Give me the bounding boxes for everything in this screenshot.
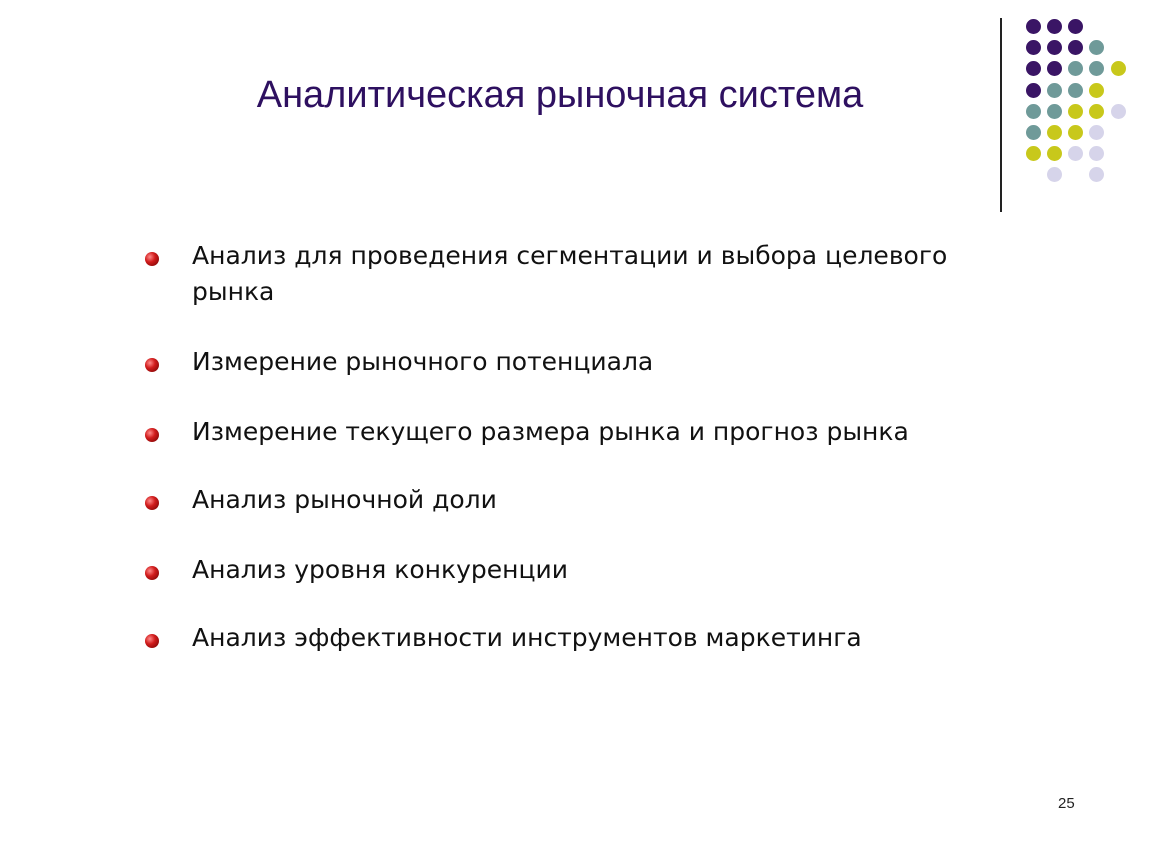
decorative-dot	[1026, 146, 1041, 161]
decorative-dot	[1047, 19, 1062, 34]
decorative-dot	[1026, 40, 1041, 55]
decorative-dot	[1089, 61, 1104, 76]
decorative-dot	[1047, 146, 1062, 161]
decorative-dot	[1047, 104, 1062, 119]
decorative-dot	[1111, 104, 1126, 119]
bullet-text: Измерение текущего размера рынка и прогноз рынка	[192, 417, 909, 446]
bullet-icon	[145, 428, 159, 442]
decorative-dot	[1026, 61, 1041, 76]
decorative-dot	[1047, 167, 1062, 182]
bullet-icon	[145, 634, 159, 648]
decorative-dot	[1068, 104, 1083, 119]
decorative-dot	[1089, 167, 1104, 182]
decorative-dot	[1026, 104, 1041, 119]
bullet-text: Анализ уровня конкуренции	[192, 555, 569, 584]
decorative-dot	[1089, 83, 1104, 98]
decorative-dot	[1068, 125, 1083, 140]
page-number: 25	[1058, 795, 1075, 812]
decorative-dot	[1111, 61, 1126, 76]
bullet-text: Анализ эффективности инструментов маркетинга	[192, 623, 862, 652]
decorative-dot	[1089, 125, 1104, 140]
decorative-dot	[1089, 40, 1104, 55]
decorative-dot	[1047, 61, 1062, 76]
decorative-dot	[1026, 19, 1041, 34]
bullet-text: Измерение рыночного потенциала	[192, 347, 654, 376]
decorative-dot	[1047, 40, 1062, 55]
decorative-dot	[1068, 83, 1083, 98]
bullet-icon	[145, 252, 159, 266]
bullet-icon	[145, 358, 159, 372]
bullet-text: Анализ рыночной доли	[192, 485, 497, 514]
decorative-dot	[1068, 40, 1083, 55]
decorative-dot	[1068, 61, 1083, 76]
bullet-icon	[145, 496, 159, 510]
divider-line	[1000, 18, 1002, 212]
bullet-text: Анализ для проведения сегментации и выбора целевого рынка	[192, 241, 948, 306]
decorative-dot	[1068, 146, 1083, 161]
decorative-dot	[1068, 19, 1083, 34]
decorative-dot	[1047, 83, 1062, 98]
decorative-dot	[1026, 83, 1041, 98]
bullet-icon	[145, 566, 159, 580]
decorative-dot	[1089, 146, 1104, 161]
decorative-dot	[1047, 125, 1062, 140]
decorative-dot	[1089, 104, 1104, 119]
slide-title: Аналитическая рыночная система	[256, 74, 864, 116]
decorative-dot	[1026, 125, 1041, 140]
